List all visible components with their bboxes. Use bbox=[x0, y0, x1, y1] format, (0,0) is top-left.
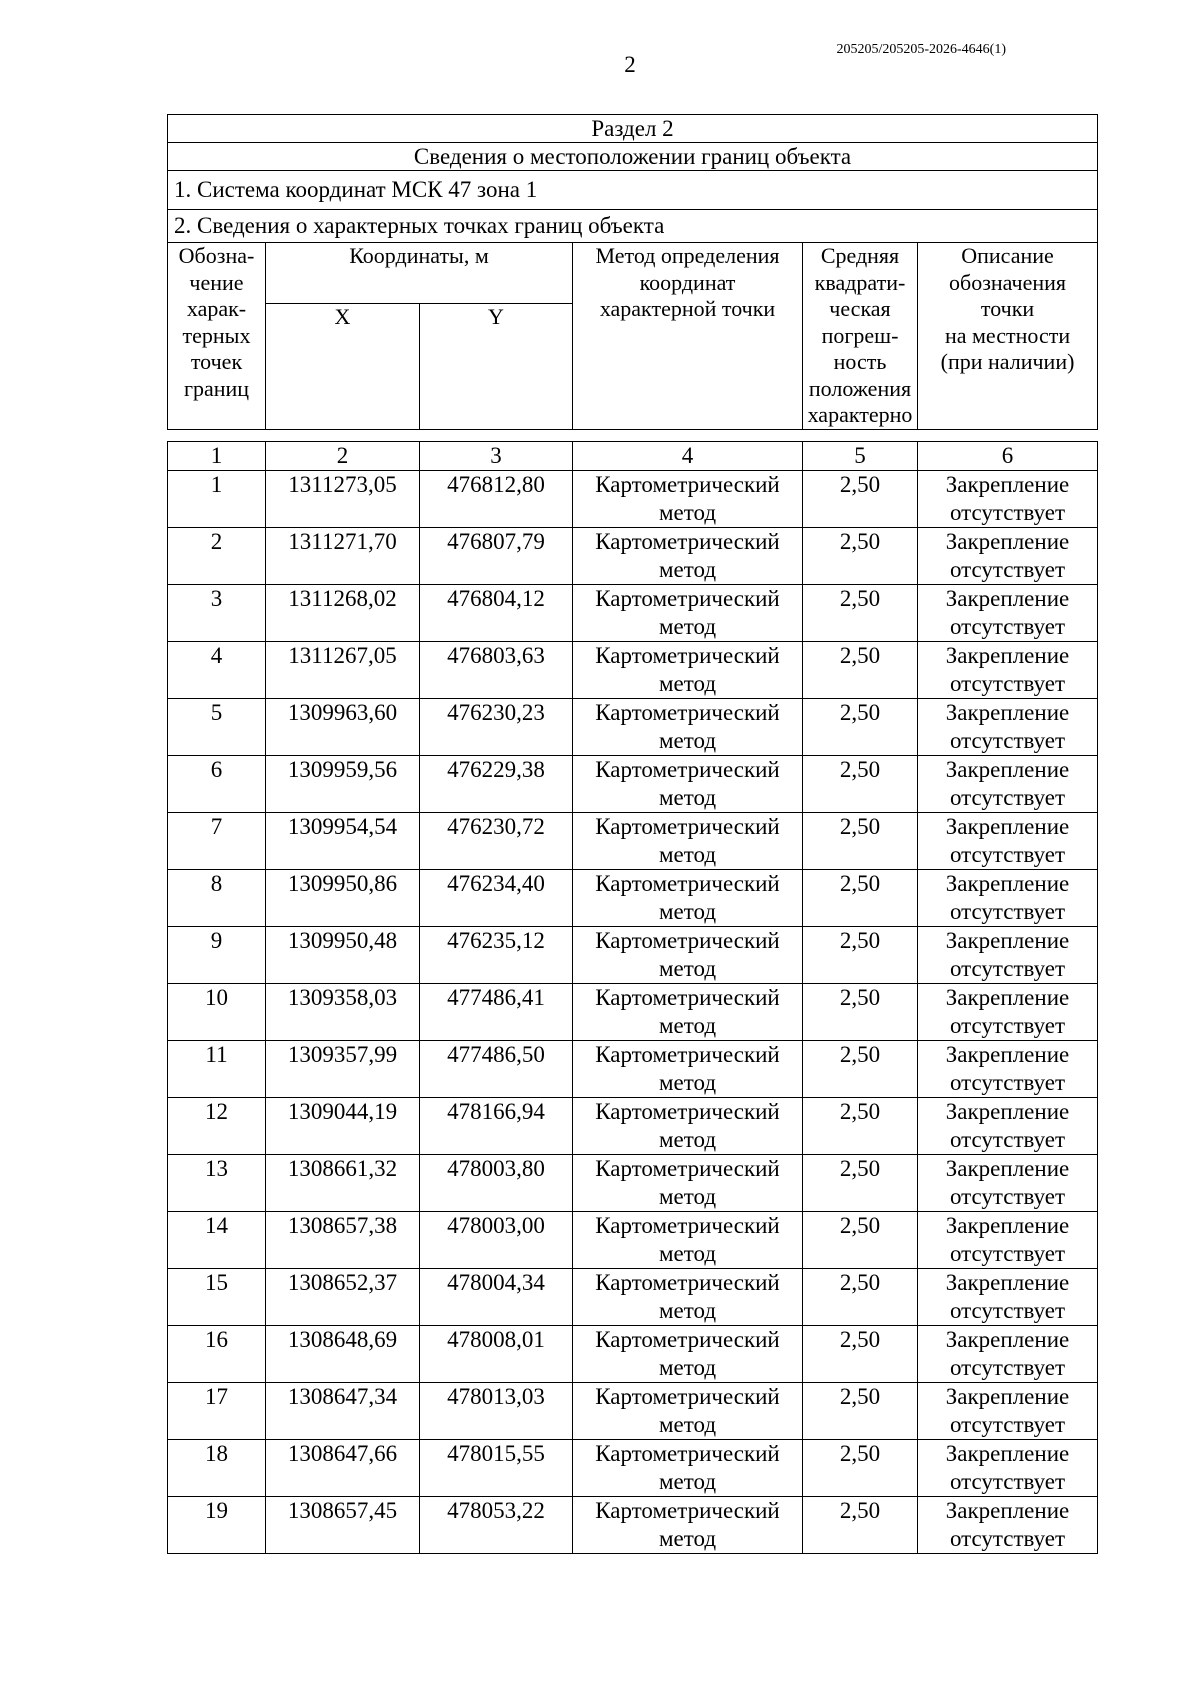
y-coordinate-cell: 478003,00 bbox=[420, 1212, 573, 1269]
table-row bbox=[168, 1098, 1098, 1155]
point-number-cell: 3 bbox=[168, 585, 266, 642]
description-cell: Закрепление отсутствует bbox=[918, 927, 1098, 984]
error-cell: 2,50 bbox=[803, 1212, 918, 1269]
header-x: X bbox=[266, 304, 420, 429]
x-coordinate-cell: 1309357,99 bbox=[266, 1041, 420, 1098]
point-number-cell: 15 bbox=[168, 1269, 266, 1326]
table-row bbox=[168, 585, 1098, 642]
x-coordinate-cell: 1311273,05 bbox=[266, 471, 420, 528]
y-coordinate-cell: 476807,79 bbox=[420, 528, 573, 585]
point-number-cell: 11 bbox=[168, 1041, 266, 1098]
header-point-designation: Обозна- чение харак- терных точек границ bbox=[168, 243, 266, 430]
x-coordinate-cell: 1311268,02 bbox=[266, 585, 420, 642]
page-number: 2 bbox=[624, 52, 636, 77]
error-cell: 2,50 bbox=[803, 1098, 918, 1155]
description-cell: Закрепление отсутствует bbox=[918, 1497, 1098, 1554]
x-coordinate-cell: 1311271,70 bbox=[266, 528, 420, 585]
column-number: 3 bbox=[420, 442, 573, 471]
table-row bbox=[168, 1440, 1098, 1497]
description-cell: Закрепление отсутствует bbox=[918, 528, 1098, 585]
x-coordinate-cell: 1308647,66 bbox=[266, 1440, 420, 1497]
method-cell: Картометрический метод bbox=[573, 1041, 803, 1098]
error-cell: 2,50 bbox=[803, 585, 918, 642]
point-number-cell: 19 bbox=[168, 1497, 266, 1554]
point-number-cell: 4 bbox=[168, 642, 266, 699]
column-number: 2 bbox=[266, 442, 420, 471]
header-y: Y bbox=[420, 304, 573, 429]
method-cell: Картометрический метод bbox=[573, 870, 803, 927]
error-cell: 2,50 bbox=[803, 1497, 918, 1554]
error-cell: 2,50 bbox=[803, 756, 918, 813]
description-cell: Закрепление отсутствует bbox=[918, 699, 1098, 756]
x-coordinate-cell: 1309358,03 bbox=[266, 984, 420, 1041]
error-cell: 2,50 bbox=[803, 813, 918, 870]
description-cell: Закрепление отсутствует bbox=[918, 1041, 1098, 1098]
description-cell: Закрепление отсутствует bbox=[918, 1440, 1098, 1497]
table-row bbox=[168, 1326, 1098, 1383]
method-cell: Картометрический метод bbox=[573, 699, 803, 756]
y-coordinate-cell: 478008,01 bbox=[420, 1326, 573, 1383]
y-coordinate-cell: 476235,12 bbox=[420, 927, 573, 984]
table-row bbox=[168, 813, 1098, 870]
description-cell: Закрепление отсутствует bbox=[918, 984, 1098, 1041]
error-cell: 2,50 bbox=[803, 1041, 918, 1098]
table-row bbox=[168, 642, 1098, 699]
point-number-cell: 13 bbox=[168, 1155, 266, 1212]
x-coordinate-cell: 1308652,37 bbox=[266, 1269, 420, 1326]
error-cell: 2,50 bbox=[803, 1326, 918, 1383]
point-number-cell: 5 bbox=[168, 699, 266, 756]
section-subtitle: Сведения о местоположении границ объекта bbox=[168, 143, 1098, 171]
point-number-cell: 10 bbox=[168, 984, 266, 1041]
column-number: 5 bbox=[803, 442, 918, 471]
error-cell: 2,50 bbox=[803, 1155, 918, 1212]
method-cell: Картометрический метод bbox=[573, 471, 803, 528]
y-coordinate-cell: 478004,34 bbox=[420, 1269, 573, 1326]
error-cell: 2,50 bbox=[803, 927, 918, 984]
y-coordinate-cell: 476230,23 bbox=[420, 699, 573, 756]
point-number-cell: 18 bbox=[168, 1440, 266, 1497]
coordinate-system: 1. Система координат МСК 47 зона 1 bbox=[168, 171, 1098, 210]
error-cell: 2,50 bbox=[803, 1440, 918, 1497]
table-row bbox=[168, 870, 1098, 927]
error-cell: 2,50 bbox=[803, 1269, 918, 1326]
method-cell: Картометрический метод bbox=[573, 813, 803, 870]
method-cell: Картометрический метод bbox=[573, 1212, 803, 1269]
y-coordinate-cell: 476804,12 bbox=[420, 585, 573, 642]
error-cell: 2,50 bbox=[803, 471, 918, 528]
method-cell: Картометрический метод bbox=[573, 1269, 803, 1326]
description-cell: Закрепление отсутствует bbox=[918, 1326, 1098, 1383]
y-coordinate-cell: 476812,80 bbox=[420, 471, 573, 528]
point-number-cell: 9 bbox=[168, 927, 266, 984]
point-number-cell: 2 bbox=[168, 528, 266, 585]
y-coordinate-cell: 476230,72 bbox=[420, 813, 573, 870]
description-cell: Закрепление отсутствует bbox=[918, 756, 1098, 813]
table-row bbox=[168, 1497, 1098, 1554]
method-cell: Картометрический метод bbox=[573, 1383, 803, 1440]
error-cell: 2,50 bbox=[803, 642, 918, 699]
table-row bbox=[168, 984, 1098, 1041]
column-number: 1 bbox=[168, 442, 266, 471]
method-cell: Картометрический метод bbox=[573, 927, 803, 984]
table-row bbox=[168, 927, 1098, 984]
x-coordinate-cell: 1309963,60 bbox=[266, 699, 420, 756]
description-cell: Закрепление отсутствует bbox=[918, 471, 1098, 528]
section-header-table bbox=[167, 114, 1098, 430]
x-coordinate-cell: 1308661,32 bbox=[266, 1155, 420, 1212]
error-cell: 2,50 bbox=[803, 870, 918, 927]
table-row bbox=[168, 1212, 1098, 1269]
error-cell: 2,50 bbox=[803, 1383, 918, 1440]
table-row bbox=[168, 528, 1098, 585]
x-coordinate-cell: 1308648,69 bbox=[266, 1326, 420, 1383]
table-row bbox=[168, 1041, 1098, 1098]
method-cell: Картометрический метод bbox=[573, 528, 803, 585]
method-cell: Картометрический метод bbox=[573, 1155, 803, 1212]
error-cell: 2,50 bbox=[803, 984, 918, 1041]
point-number-cell: 1 bbox=[168, 471, 266, 528]
method-cell: Картометрический метод bbox=[573, 642, 803, 699]
description-cell: Закрепление отсутствует bbox=[918, 813, 1098, 870]
x-coordinate-cell: 1311267,05 bbox=[266, 642, 420, 699]
x-coordinate-cell: 1309044,19 bbox=[266, 1098, 420, 1155]
method-cell: Картометрический метод bbox=[573, 1326, 803, 1383]
point-number-cell: 16 bbox=[168, 1326, 266, 1383]
point-number-cell: 6 bbox=[168, 756, 266, 813]
x-coordinate-cell: 1309950,48 bbox=[266, 927, 420, 984]
header-description: Описание обозначения точки на местности (при наличии) bbox=[918, 243, 1098, 430]
method-cell: Картометрический метод bbox=[573, 984, 803, 1041]
y-coordinate-cell: 478013,03 bbox=[420, 1383, 573, 1440]
method-cell: Картометрический метод bbox=[573, 1497, 803, 1554]
points-table bbox=[167, 441, 1098, 1554]
header-error: Средняя квадрати- ческая погреш- ность положения характерно bbox=[803, 243, 918, 430]
description-cell: Закрепление отсутствует bbox=[918, 870, 1098, 927]
description-cell: Закрепление отсутствует bbox=[918, 642, 1098, 699]
points-heading: 2. Сведения о характерных точках границ объекта bbox=[168, 210, 1098, 243]
y-coordinate-cell: 477486,50 bbox=[420, 1041, 573, 1098]
description-cell: Закрепление отсутствует bbox=[918, 585, 1098, 642]
x-coordinate-cell: 1308657,45 bbox=[266, 1497, 420, 1554]
y-coordinate-cell: 476234,40 bbox=[420, 870, 573, 927]
y-coordinate-cell: 477486,41 bbox=[420, 984, 573, 1041]
method-cell: Картометрический метод bbox=[573, 1098, 803, 1155]
error-cell: 2,50 bbox=[803, 699, 918, 756]
x-coordinate-cell: 1308657,38 bbox=[266, 1212, 420, 1269]
y-coordinate-cell: 478003,80 bbox=[420, 1155, 573, 1212]
y-coordinate-cell: 478015,55 bbox=[420, 1440, 573, 1497]
point-number-cell: 14 bbox=[168, 1212, 266, 1269]
y-coordinate-cell: 476229,38 bbox=[420, 756, 573, 813]
x-coordinate-cell: 1309959,56 bbox=[266, 756, 420, 813]
error-cell: 2,50 bbox=[803, 528, 918, 585]
method-cell: Картометрический метод bbox=[573, 756, 803, 813]
point-number-cell: 17 bbox=[168, 1383, 266, 1440]
x-coordinate-cell: 1308647,34 bbox=[266, 1383, 420, 1440]
method-cell: Картометрический метод bbox=[573, 1440, 803, 1497]
point-number-cell: 7 bbox=[168, 813, 266, 870]
description-cell: Закрепление отсутствует bbox=[918, 1098, 1098, 1155]
y-coordinate-cell: 478166,94 bbox=[420, 1098, 573, 1155]
y-coordinate-cell: 476803,63 bbox=[420, 642, 573, 699]
table-row bbox=[168, 1269, 1098, 1326]
description-cell: Закрепление отсутствует bbox=[918, 1212, 1098, 1269]
document-id: 205205/205205-2026-4646(1) bbox=[836, 42, 1006, 57]
description-cell: Закрепление отсутствует bbox=[918, 1155, 1098, 1212]
table-row bbox=[168, 471, 1098, 528]
point-number-cell: 12 bbox=[168, 1098, 266, 1155]
table-row bbox=[168, 1155, 1098, 1212]
y-coordinate-cell: 478053,22 bbox=[420, 1497, 573, 1554]
table-row bbox=[168, 699, 1098, 756]
header-coordinates: Координаты, м bbox=[266, 243, 573, 304]
table-row bbox=[168, 1383, 1098, 1440]
column-numbers-row bbox=[168, 442, 1098, 471]
description-cell: Закрепление отсутствует bbox=[918, 1383, 1098, 1440]
method-cell: Картометрический метод bbox=[573, 585, 803, 642]
x-coordinate-cell: 1309950,86 bbox=[266, 870, 420, 927]
point-number-cell: 8 bbox=[168, 870, 266, 927]
header-method: Метод определения координат характерной точки bbox=[573, 243, 803, 430]
table-row bbox=[168, 756, 1098, 813]
x-coordinate-cell: 1309954,54 bbox=[266, 813, 420, 870]
column-number: 4 bbox=[573, 442, 803, 471]
section-title: Раздел 2 bbox=[168, 115, 1098, 143]
description-cell: Закрепление отсутствует bbox=[918, 1269, 1098, 1326]
column-number: 6 bbox=[918, 442, 1098, 471]
